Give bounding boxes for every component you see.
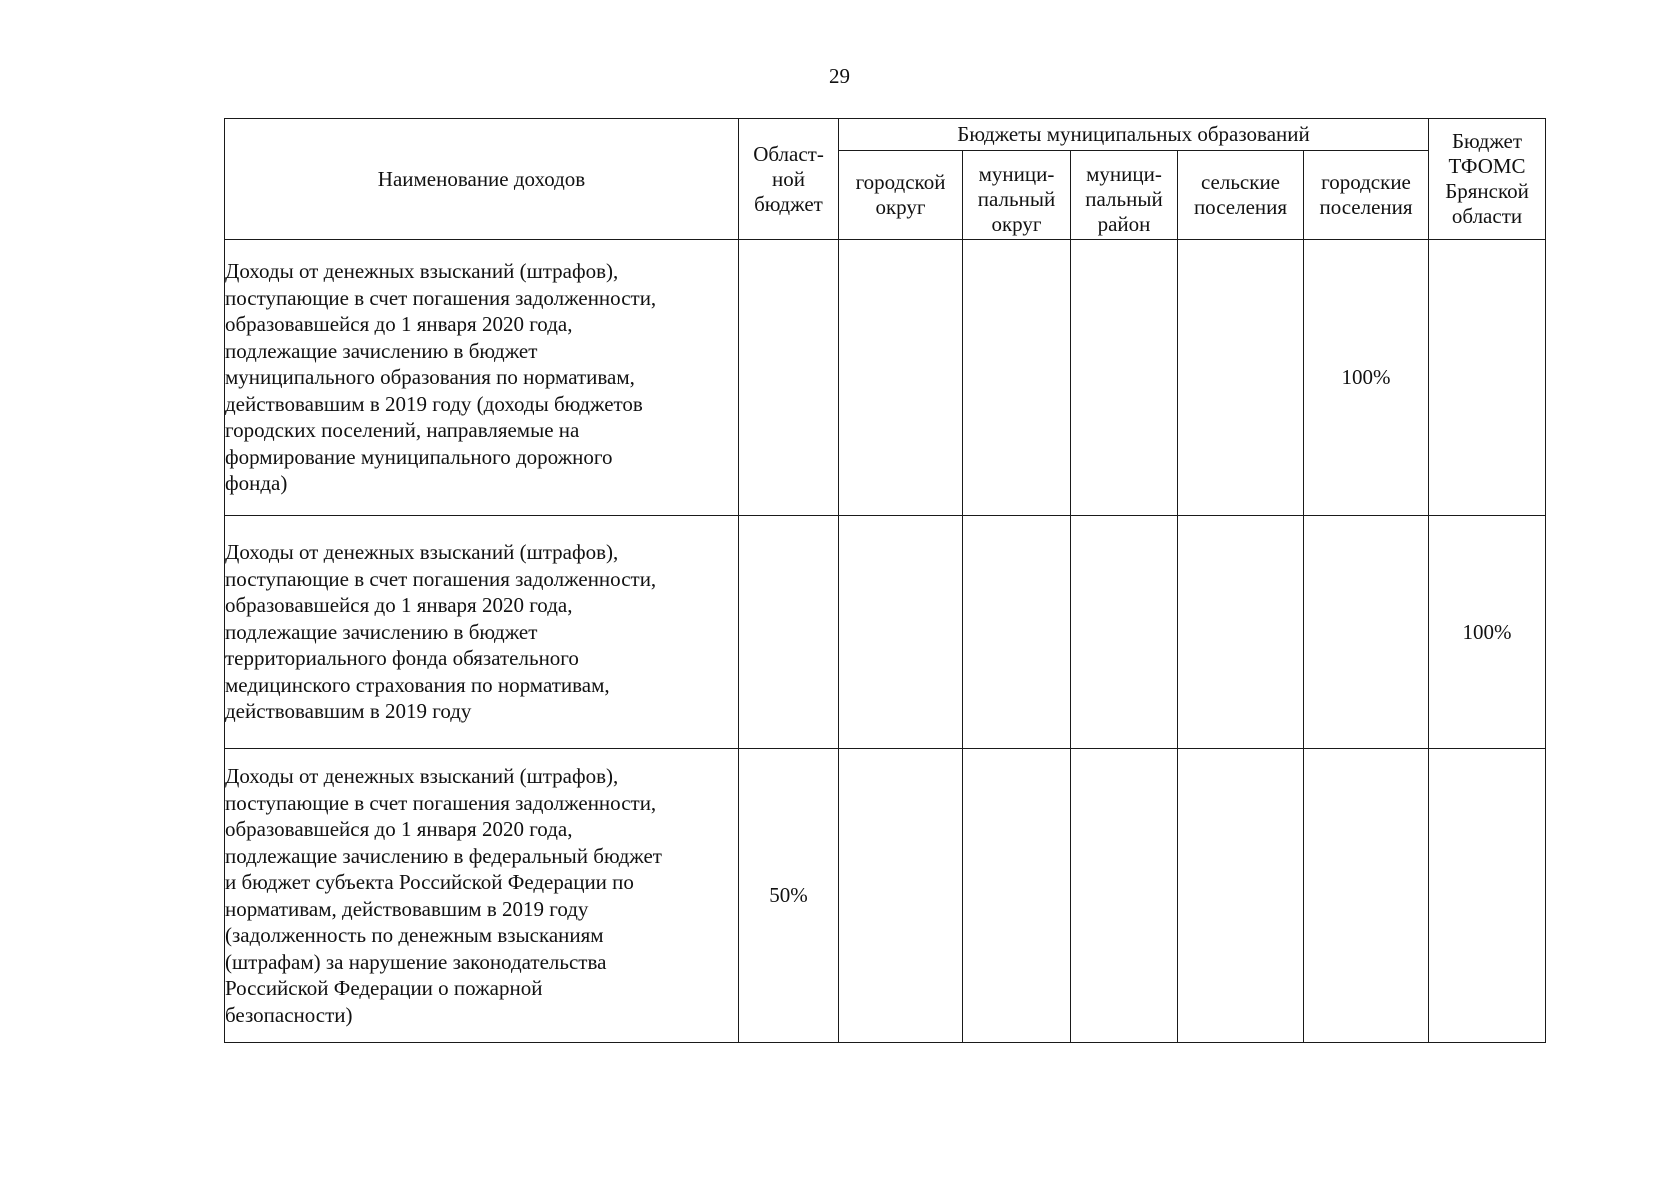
header-municipal-district: муници- пальный округ	[963, 151, 1071, 240]
revenue-name-cell: Доходы от денежных взысканий (штрафов), поступающие в счет погашения задолженности, образовавшейся до 1 января 2020 года, подлежащие зачислению в бюджет муниципального образования по нормативам, действовавшим в 2019 году (доходы бюджетов городских поселений, направляемые на формирование муниципального дорожного фонда)	[225, 240, 739, 516]
rural-settlements-cell	[1178, 749, 1304, 1043]
header-tfoms-budget: Бюджет ТФОМС Брянской области	[1429, 119, 1546, 240]
municipal-area-cell	[1071, 749, 1178, 1043]
revenue-distribution-table	[224, 118, 1546, 1043]
tfoms-budget-cell	[1429, 240, 1546, 516]
header-urban-settlements: городские поселения	[1304, 151, 1429, 240]
header-city-district: городской округ	[839, 151, 963, 240]
tfoms-budget-cell: 100%	[1429, 516, 1546, 749]
table-header	[225, 119, 1546, 240]
header-municipal-area: муници- пальный район	[1071, 151, 1178, 240]
municipal-district-cell	[963, 749, 1071, 1043]
header-revenue-name: Наименование доходов	[225, 119, 739, 240]
revenue-name-cell: Доходы от денежных взысканий (штрафов), поступающие в счет погашения задолженности, образовавшейся до 1 января 2020 года, подлежащие зачислению в бюджет территориального фонда обязательного медицинского страхования по нормативам, действовавшим в 2019 году	[225, 516, 739, 749]
header-regional-budget: Област- ной бюджет	[739, 119, 839, 240]
table-row	[225, 749, 1546, 1043]
rural-settlements-cell	[1178, 240, 1304, 516]
table-row	[225, 516, 1546, 749]
table-row	[225, 240, 1546, 516]
municipal-district-cell	[963, 240, 1071, 516]
table-body	[225, 240, 1546, 1043]
urban-settlements-cell: 100%	[1304, 240, 1429, 516]
regional-budget-cell	[739, 516, 839, 749]
page-number: 29	[829, 64, 850, 88]
municipal-area-cell	[1071, 516, 1178, 749]
municipal-district-cell	[963, 516, 1071, 749]
rural-settlements-cell	[1178, 516, 1304, 749]
city-district-cell	[839, 749, 963, 1043]
city-district-cell	[839, 240, 963, 516]
regional-budget-cell: 50%	[739, 749, 839, 1043]
revenue-name-cell: Доходы от денежных взысканий (штрафов), поступающие в счет погашения задолженности, образовавшейся до 1 января 2020 года, подлежащие зачислению в федеральный бюджет и бюджет субъекта Российской Федерации по нормативам, действовавшим в 2019 году (задолженность по денежным взысканиям (штрафам) за нарушение законодательства Российской Федерации о пожарной безопасности)	[225, 749, 739, 1043]
regional-budget-cell	[739, 240, 839, 516]
urban-settlements-cell	[1304, 516, 1429, 749]
header-municipal-budgets: Бюджеты муниципальных образований	[839, 119, 1429, 151]
tfoms-budget-cell	[1429, 749, 1546, 1043]
municipal-area-cell	[1071, 240, 1178, 516]
urban-settlements-cell	[1304, 749, 1429, 1043]
city-district-cell	[839, 516, 963, 749]
header-rural-settlements: сельские поселения	[1178, 151, 1304, 240]
